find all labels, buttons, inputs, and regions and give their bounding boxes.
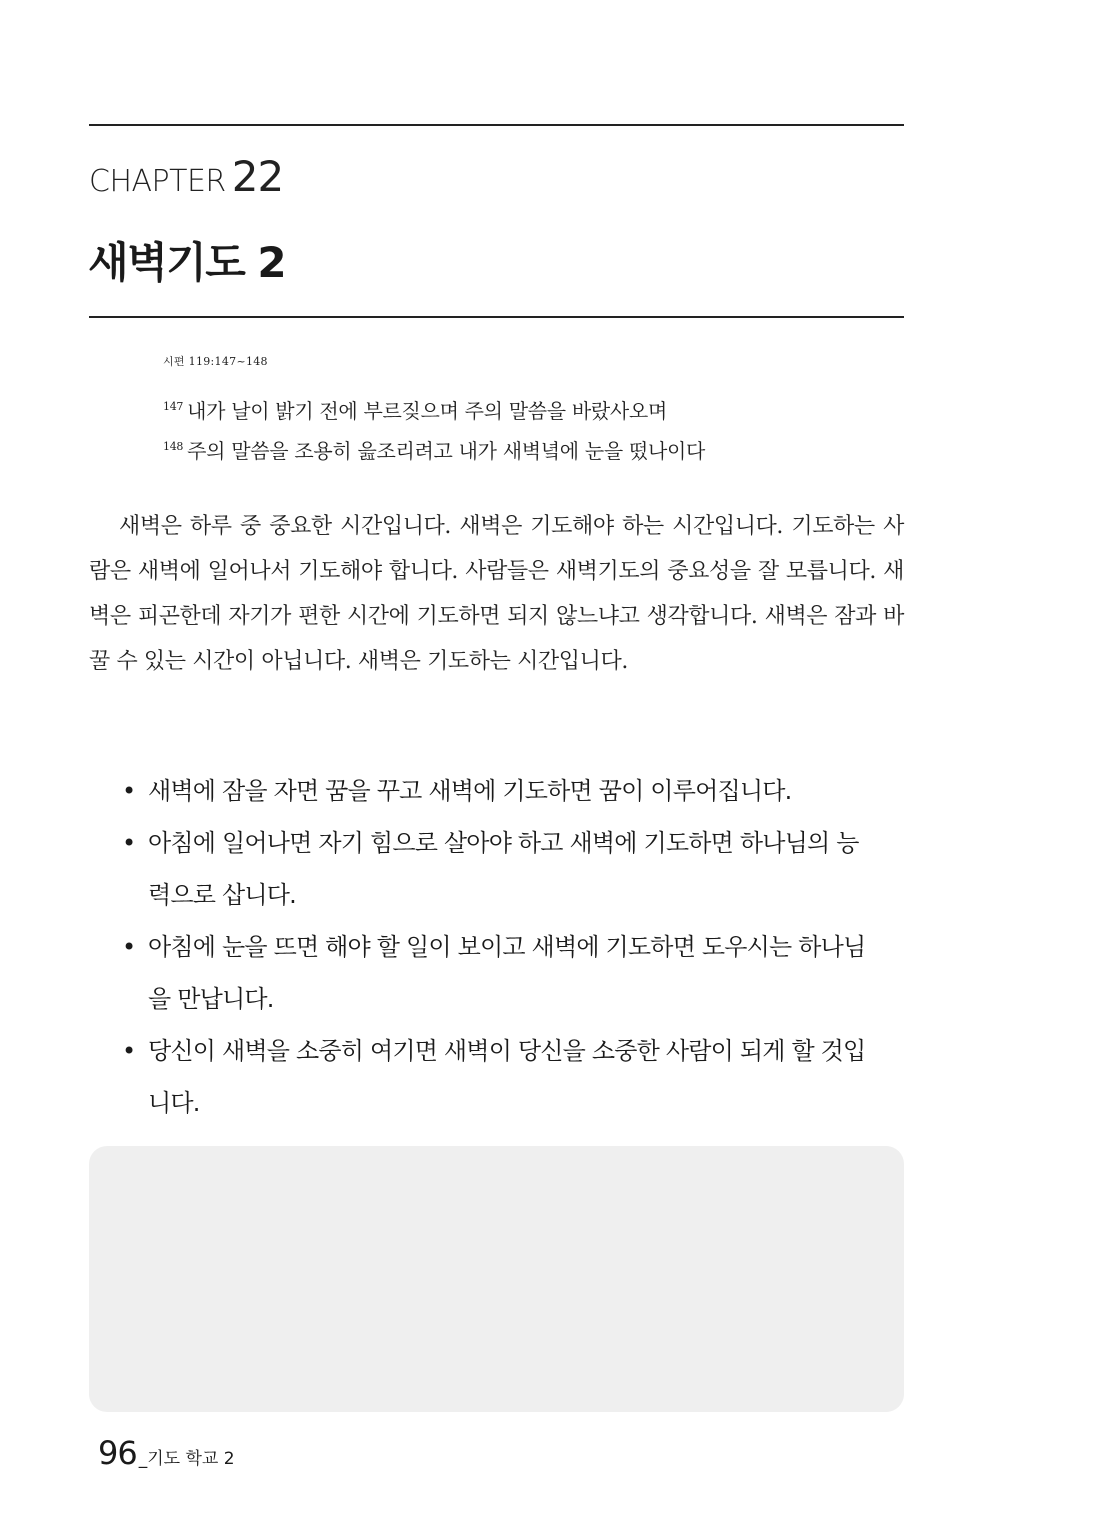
chapter-number: 22: [231, 152, 284, 201]
page-title: 새벽기도 2: [88, 238, 286, 287]
bullet-list: [120, 765, 880, 1129]
bullet-text: 새벽에 잠을 자면 꿈을 꾸고 새벽에 기도하면 꿈이 이루어집니다.: [148, 777, 792, 805]
bullet-text: 아침에 눈을 뜨면 해야 할 일이 보이고 새벽에 기도하면 도우시는 하나님을 만납니다.: [148, 933, 866, 1013]
notes-box: [89, 1146, 904, 1412]
book-title: _기도 학교 2: [138, 1449, 235, 1469]
page-number: 96: [98, 1434, 137, 1472]
scripture-verse: [163, 389, 863, 429]
page-footer: [98, 1434, 235, 1472]
verse-number: 147: [163, 400, 184, 413]
bullet-item: [120, 817, 880, 921]
bottom-rule: [89, 316, 904, 318]
bullet-item: [120, 1025, 880, 1129]
bullet-dot-icon: •: [122, 1037, 136, 1065]
top-rule: [89, 124, 904, 126]
chapter-label: CHAPTER: [89, 164, 226, 199]
bullet-dot-icon: •: [122, 829, 136, 857]
bullet-item: [120, 765, 880, 817]
scripture-reference: 시편 119:147~148: [163, 355, 268, 368]
chapter-heading: [89, 152, 283, 202]
bullet-item: [120, 921, 880, 1025]
bullet-dot-icon: •: [122, 777, 136, 805]
scripture-verse: [163, 429, 863, 469]
body-paragraph: 새벽은 하루 중 중요한 시간입니다. 새벽은 기도해야 하는 시간입니다. 기도하는 사람은 새벽에 일어나서 기도해야 합니다. 사람들은 새벽기도의 중요성을 잘 모릅니다. 새벽은 피곤한데 자기가 편한 시간에 기도하면 되지 않느냐고 생각합니다. 새벽은 잠과 바꿀 수 있는 시간이 아닙니다. 새벽은 기도하는 시간입니다.: [89, 514, 904, 674]
bullet-text: 아침에 일어나면 자기 힘으로 살아야 하고 새벽에 기도하면 하나님의 능력으로 삽니다.: [148, 829, 859, 909]
verse-text: 내가 날이 밝기 전에 부르짖으며 주의 말씀을 바랐사오며: [187, 399, 667, 423]
scripture-block: [163, 353, 863, 469]
bullet-dot-icon: •: [122, 933, 136, 961]
verse-number: 148: [163, 440, 184, 453]
bullet-text: 당신이 새벽을 소중히 여기면 새벽이 당신을 소중한 사람이 되게 할 것입니다.: [148, 1037, 866, 1117]
verse-text: 주의 말씀을 조용히 읊조리려고 내가 새벽녘에 눈을 떴나이다: [187, 439, 706, 463]
